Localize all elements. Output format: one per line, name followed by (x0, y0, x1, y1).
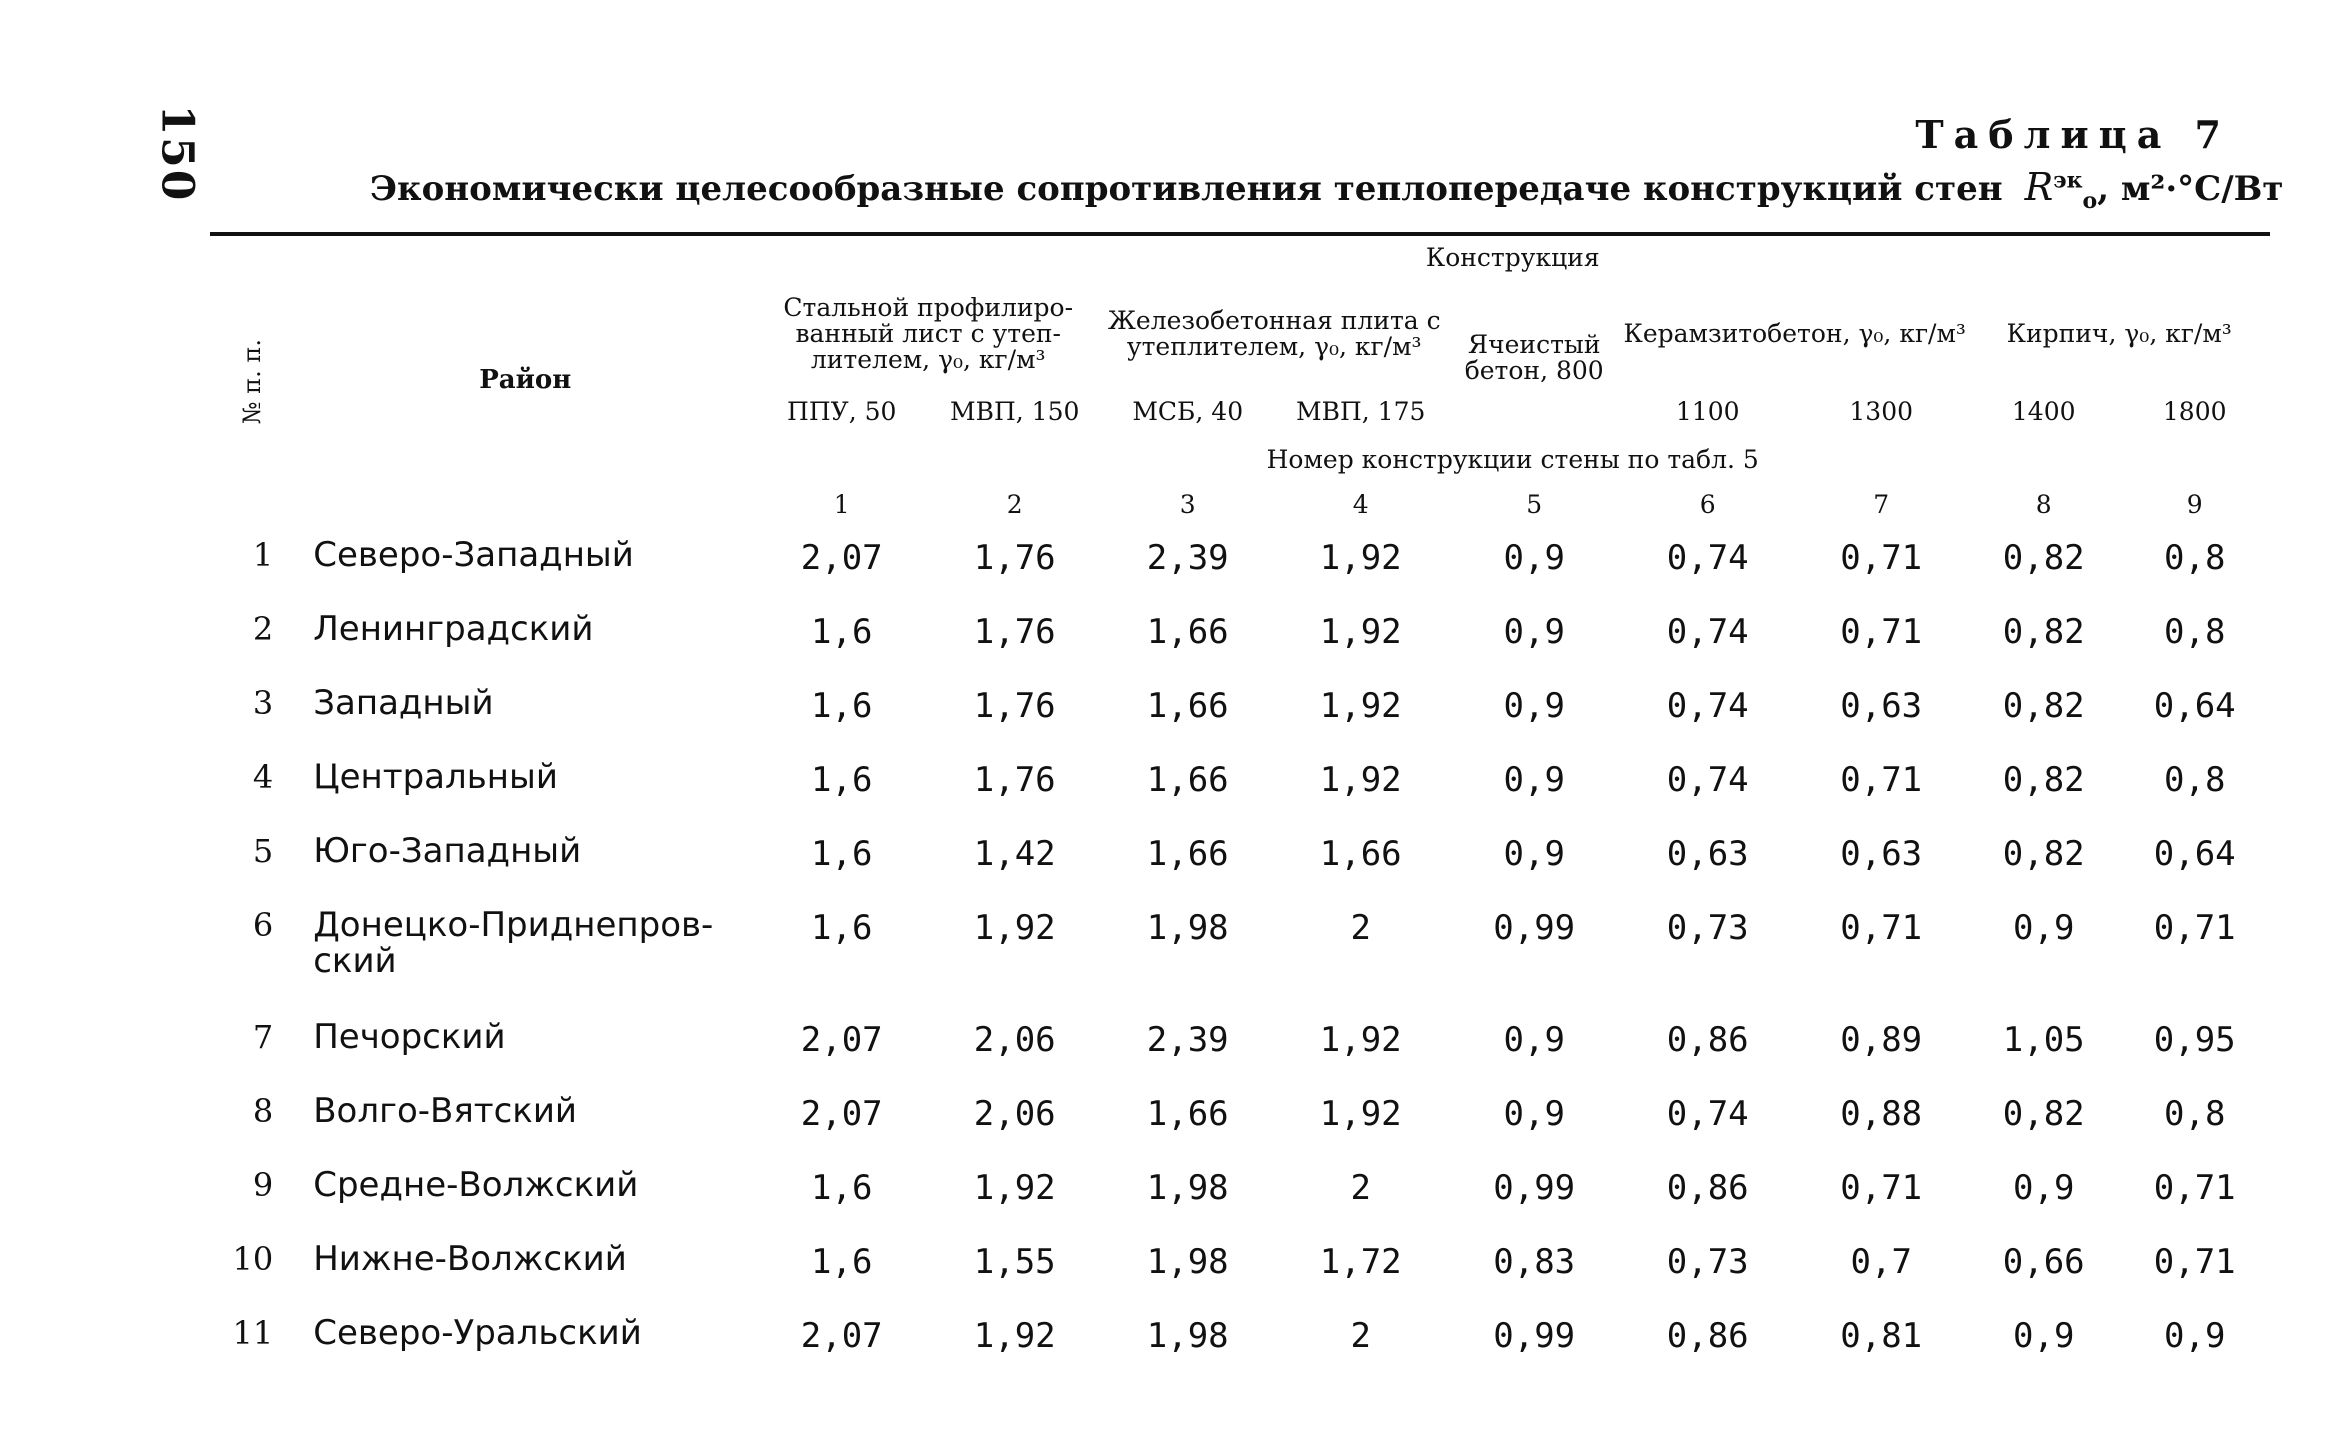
resistance-value: 2,07 (800, 1020, 883, 1060)
resistance-value: 0,81 (1840, 1316, 1923, 1356)
resistance-value: 0,9 (1503, 1020, 1565, 1060)
group-header-cellular-concrete: Ячеистый бетон, 800 (1464, 329, 1604, 385)
resistance-value: 0,63 (1666, 834, 1749, 874)
column-number: 5 (1526, 489, 1543, 519)
region-name: Нижне-Волжский (313, 1239, 627, 1279)
table-row (210, 600, 2270, 674)
row-number: 5 (252, 832, 274, 870)
table-body (210, 526, 2270, 1406)
resistance-value: 0,74 (1666, 1094, 1749, 1134)
table-row (210, 526, 2270, 600)
resistance-symbol-sup: эк (2053, 167, 2083, 194)
resistance-value: 0,82 (2002, 612, 2085, 652)
resistance-value: 0,86 (1666, 1168, 1749, 1208)
resistance-value: 0,71 (1840, 760, 1923, 800)
resistance-symbol: R (2024, 165, 2054, 209)
subgroup-header-mvp175: МВП, 175 (1296, 396, 1426, 426)
resistance-value: 0,71 (2153, 1242, 2236, 1282)
resistance-value: 1,98 (1146, 1168, 1229, 1208)
resistance-value: 1,92 (1319, 1020, 1402, 1060)
resistance-value: 0,82 (2002, 686, 2085, 726)
resistance-value: 1,92 (1319, 538, 1402, 578)
group-header-steel: Стальной профилиро-ванный лист с утеп-лителем, γ₀, кг/м³ (783, 292, 1074, 375)
row-number: 8 (252, 1092, 274, 1130)
resistance-value: 1,92 (1319, 686, 1402, 726)
resistance-value: 0,8 (2164, 538, 2226, 578)
resistance-value: 1,76 (973, 612, 1056, 652)
resistance-value: 0,9 (2013, 1316, 2075, 1356)
resistance-value: 0,71 (1840, 1168, 1923, 1208)
table-row (210, 1082, 2270, 1156)
column-number: 6 (1699, 489, 1716, 519)
subgroup-header-1100: 1100 (1675, 396, 1740, 426)
table-row (210, 896, 2270, 1008)
subgroup-header-mvp150: МВП, 150 (950, 396, 1080, 426)
subgroup-header-1400: 1400 (2011, 396, 2076, 426)
column-number: 3 (1179, 489, 1196, 519)
row-number: 11 (232, 1314, 274, 1352)
resistance-value: 1,98 (1146, 1316, 1229, 1356)
resistance-value: 1,66 (1146, 686, 1229, 726)
resistance-table (210, 232, 2270, 1406)
resistance-value: 1,66 (1146, 760, 1229, 800)
resistance-value: 0,9 (1503, 686, 1565, 726)
resistance-value: 0,9 (1503, 1094, 1565, 1134)
resistance-value: 2,07 (800, 1316, 883, 1356)
page-number: 150 (151, 104, 203, 203)
resistance-value: 0,66 (2002, 1242, 2085, 1282)
row-number: 7 (252, 1018, 274, 1056)
construction-header: Конструкция (1425, 242, 1600, 272)
resistance-value: 2 (1350, 1316, 1371, 1356)
subgroup-header-1300: 1300 (1849, 396, 1914, 426)
resistance-value: 1,6 (811, 686, 873, 726)
resistance-value: 0,73 (1666, 1242, 1749, 1282)
resistance-value: 1,92 (1319, 760, 1402, 800)
resistance-value: 0,71 (2153, 908, 2236, 948)
resistance-value: 2,39 (1146, 1020, 1229, 1060)
resistance-value: 1,6 (811, 908, 873, 948)
region-name: Волго-Вятский (313, 1091, 578, 1131)
table-row (210, 748, 2270, 822)
construction-number-caption: Номер конструкции стены по табл. 5 (1266, 444, 1759, 474)
table-label: Таблица 7 (1915, 112, 2231, 157)
row-number-header-label: № п. п. (238, 338, 267, 425)
resistance-value: 0,8 (2164, 612, 2226, 652)
row-number: 4 (252, 758, 274, 796)
resistance-value: 2 (1350, 1168, 1371, 1208)
resistance-value: 1,98 (1146, 1242, 1229, 1282)
resistance-value: 2,07 (800, 1094, 883, 1134)
resistance-value: 1,05 (2002, 1020, 2085, 1060)
region-name: Северо-Западный (313, 535, 634, 575)
table-row (210, 1008, 2270, 1082)
resistance-value: 0,86 (1666, 1020, 1749, 1060)
resistance-value: 1,55 (973, 1242, 1056, 1282)
resistance-value: 1,98 (1146, 908, 1229, 948)
resistance-value: 0,88 (1840, 1094, 1923, 1134)
resistance-value: 1,6 (811, 760, 873, 800)
resistance-value: 1,92 (1319, 612, 1402, 652)
resistance-value: 0,64 (2153, 834, 2236, 874)
resistance-value: 0,82 (2002, 834, 2085, 874)
table-row (210, 674, 2270, 748)
region-name: Ленинградский (313, 609, 594, 649)
resistance-value: 0,9 (1503, 612, 1565, 652)
resistance-value: 1,92 (973, 1316, 1056, 1356)
resistance-value: 0,9 (1503, 834, 1565, 874)
column-number: 7 (1873, 489, 1890, 519)
resistance-value: 2 (1350, 908, 1371, 948)
column-number: 9 (2186, 489, 2203, 519)
resistance-value: 0,89 (1840, 1020, 1923, 1060)
resistance-value: 0,9 (2164, 1316, 2226, 1356)
resistance-value: 1,76 (973, 538, 1056, 578)
region-name: Средне-Волжский (313, 1165, 639, 1205)
subgroup-header-msb: МСБ, 40 (1132, 396, 1244, 426)
resistance-value: 0,74 (1666, 760, 1749, 800)
table-row (210, 1304, 2270, 1406)
row-number: 6 (252, 906, 274, 944)
resistance-value: 2,06 (973, 1020, 1056, 1060)
resistance-value: 1,66 (1319, 834, 1402, 874)
resistance-symbol-sub: о (2082, 187, 2098, 214)
resistance-value: 0,95 (2153, 1020, 2236, 1060)
resistance-units: , м²·°С/Вт (2097, 169, 2284, 209)
resistance-value: 0,74 (1666, 538, 1749, 578)
subgroup-header-1800: 1800 (2162, 396, 2227, 426)
group-header-concrete-slab: Железобетонная плита с утеплителем, γ₀, кг/м³ (1107, 305, 1441, 361)
region-name: Западный (313, 683, 494, 723)
group-header-claydite: Керамзитобетон, γ₀, кг/м³ (1623, 318, 1966, 348)
table-row (210, 1230, 2270, 1304)
resistance-value: 1,92 (973, 1168, 1056, 1208)
resistance-value: 0,71 (1840, 908, 1923, 948)
resistance-value: 0,99 (1493, 1316, 1576, 1356)
resistance-value: 0,83 (1493, 1242, 1576, 1282)
resistance-value: 0,7 (1850, 1242, 1912, 1282)
resistance-value: 0,71 (1840, 612, 1923, 652)
resistance-value: 1,6 (811, 612, 873, 652)
table-title (370, 165, 2283, 214)
resistance-value: 1,66 (1146, 1094, 1229, 1134)
resistance-value: 2,07 (800, 538, 883, 578)
resistance-value: 1,6 (811, 1168, 873, 1208)
row-number-header (210, 234, 295, 526)
resistance-value: 1,66 (1146, 612, 1229, 652)
resistance-value: 2,39 (1146, 538, 1229, 578)
resistance-value: 0,74 (1666, 686, 1749, 726)
row-number: 10 (232, 1240, 274, 1278)
column-number: 2 (1006, 489, 1023, 519)
region-name: Юго-Западный (313, 831, 582, 871)
row-number: 9 (252, 1166, 274, 1204)
resistance-value: 0,82 (2002, 1094, 2085, 1134)
region-name: Донецко-Приднепров-ский (313, 905, 714, 981)
region-name: Северо-Уральский (313, 1313, 642, 1353)
resistance-value: 1,6 (811, 1242, 873, 1282)
resistance-value: 1,42 (973, 834, 1056, 874)
resistance-value: 1,92 (973, 908, 1056, 948)
resistance-value: 0,86 (1666, 1316, 1749, 1356)
column-number: 4 (1352, 489, 1369, 519)
resistance-value: 0,73 (1666, 908, 1749, 948)
resistance-value: 1,6 (811, 834, 873, 874)
resistance-value: 1,92 (1319, 1094, 1402, 1134)
table-header (210, 234, 2270, 526)
subgroup-header-ppu: ППУ, 50 (787, 396, 897, 426)
resistance-value: 1,76 (973, 760, 1056, 800)
group-header-brick: Кирпич, γ₀, кг/м³ (2006, 318, 2232, 348)
column-number: 1 (833, 489, 850, 519)
region-name: Центральный (313, 757, 558, 797)
column-number: 8 (2035, 489, 2052, 519)
resistance-value: 0,63 (1840, 686, 1923, 726)
row-number: 2 (252, 610, 274, 648)
resistance-value: 0,9 (2013, 908, 2075, 948)
resistance-value: 0,99 (1493, 908, 1576, 948)
resistance-value: 0,8 (2164, 760, 2226, 800)
resistance-value: 0,74 (1666, 612, 1749, 652)
resistance-value: 0,82 (2002, 760, 2085, 800)
resistance-value: 0,8 (2164, 1094, 2226, 1134)
resistance-value: 1,72 (1319, 1242, 1402, 1282)
resistance-value: 2,06 (973, 1094, 1056, 1134)
table-row (210, 1156, 2270, 1230)
resistance-value: 0,99 (1493, 1168, 1576, 1208)
resistance-value: 0,64 (2153, 686, 2236, 726)
table-row (210, 822, 2270, 896)
resistance-value: 0,71 (1840, 538, 1923, 578)
region-header: Район (479, 365, 572, 396)
resistance-value: 1,76 (973, 686, 1056, 726)
resistance-value: 0,63 (1840, 834, 1923, 874)
resistance-value: 1,66 (1146, 834, 1229, 874)
resistance-value: 0,9 (1503, 538, 1565, 578)
resistance-value: 0,82 (2002, 538, 2085, 578)
resistance-value: 0,71 (2153, 1168, 2236, 1208)
resistance-value: 0,9 (1503, 760, 1565, 800)
resistance-value: 0,9 (2013, 1168, 2075, 1208)
row-number: 3 (252, 684, 274, 722)
table-title-text: Экономически целесообразные сопротивления теплопередаче конструкций стен (370, 169, 2003, 209)
row-number: 1 (252, 536, 274, 574)
region-name: Печорский (313, 1017, 506, 1057)
